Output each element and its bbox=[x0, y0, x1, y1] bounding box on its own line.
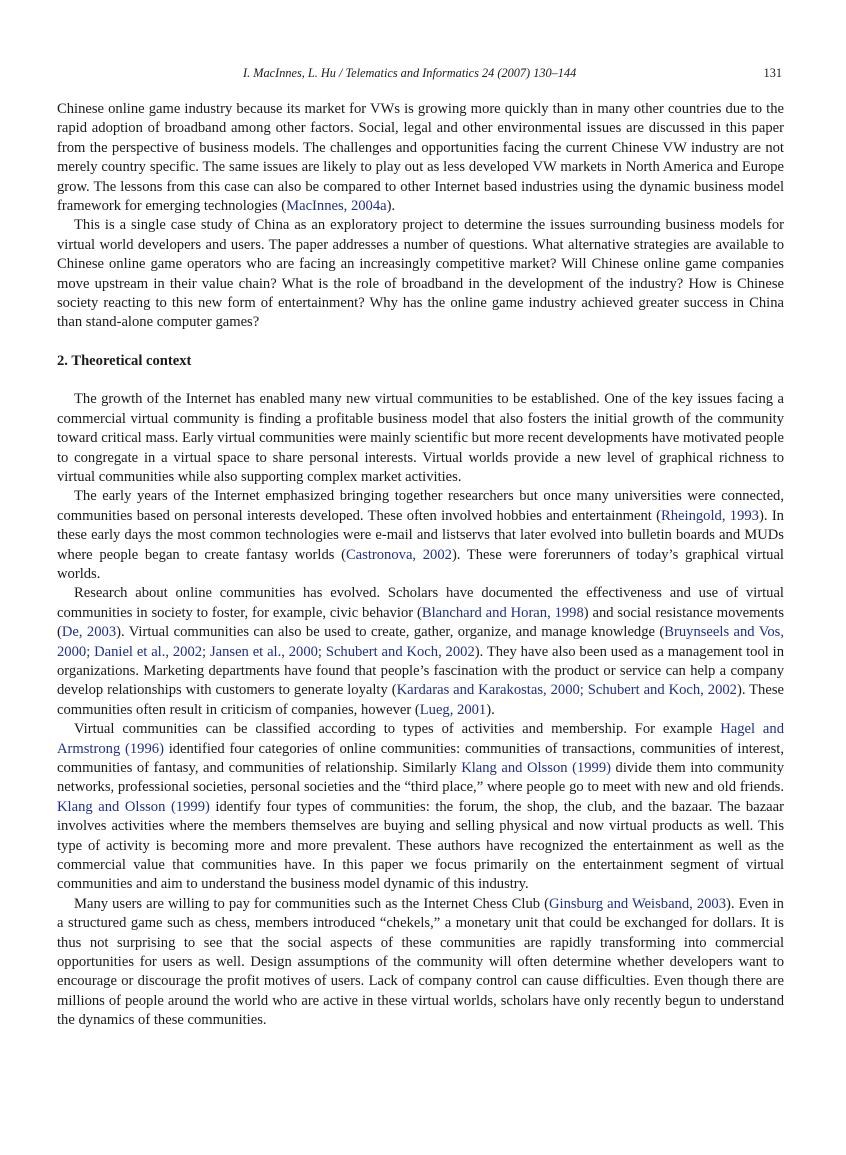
text: The early years of the Internet emphasized bringing together researchers but once many universities were connected, communities based on personal interests developed. These often involved hobbies and entertainment ( bbox=[57, 488, 784, 524]
running-header bbox=[57, 66, 784, 84]
text: This is a single case study of China as an exploratory project to determine the issues surrounding business models for virtual world developers and users. The paper addresses a number of questions. What alternative strategies are available to Chinese online game operators who are facing an increasingly competitive market? Will Chinese online game companies move upstream in their value chain? What is the role of broadband in the development of the industry? How is Chinese society reacting to this new form of entertainment? Why has the online game industry achieved greater success in China than stand-alone computer games? bbox=[57, 217, 784, 331]
article-body bbox=[57, 100, 784, 1031]
text: ). In these early days the most common technologies were e-mail and listservs that later evolved into bulletin boards and MUDs where people began to create fantasy worlds ( bbox=[57, 507, 784, 563]
citation-link[interactable]: Hagel and Armstrong (1996) bbox=[57, 721, 784, 757]
paragraph-7 bbox=[57, 895, 784, 1031]
text: identify four types of communities: the forum, the shop, the club, and the bazaar. The bazaar involves activities where the members themselves are buying and selling physical and now virtual products as well. This type of activity is becoming more and more prevalent. These authors have recognized the entertainment as well as the commercial value that communities have. In this paper we focus primarily on the entertainment segment of virtual communities and aim to understand the business model dynamic of this industry. bbox=[57, 798, 784, 893]
citation-link[interactable]: Bruynseels and Vos, 2000; Daniel et al., 2002; Jansen et al., 2000; Schubert and Koch, 2002 bbox=[57, 624, 784, 660]
citation-link[interactable]: Lueg, 2001 bbox=[419, 701, 487, 718]
text: ). bbox=[386, 198, 396, 215]
text: ). Even in a structured game such as chess, members introduced “chekels,” a monetary unit that could be exchanged for dollars. It is thus not surprising to see that the social aspects of these communities are rapidly transforming into commercial opportunities for users as well. Design assumptions of the community will often determine whether developers want to encourage or discourage the profit motives of users. Lack of company control can cause difficulties. Even though there are millions of people around the world who are active in these virtual worlds, scholars have only recently begun to understand the dynamics of these communities. bbox=[57, 895, 784, 1029]
paragraph-5 bbox=[57, 584, 784, 720]
citation-link[interactable]: Kardaras and Karakostas, 2000; Schubert and Koch, 2002 bbox=[396, 682, 737, 699]
text: Chinese online game industry because its market for VWs is growing more quickly than in many other countries due to the rapid adoption of broadband among other factors. Social, legal and other environmental issues are discussed in this paper from the perspective of business models. The challenges and opportunities facing the current Chinese VW industry are not merely country specific. The same issues are likely to play out as less developed VW markets in North America and Europe grow. The lessons from this case can also be compared to other Internet based industries using the dynamic business model framework for emerging technologies ( bbox=[57, 101, 784, 215]
text: ). These communities often result in criticism of companies, however ( bbox=[57, 682, 784, 718]
page-number: 131 bbox=[763, 66, 782, 80]
text: Virtual communities can be classified according to types of activities and membership. For example bbox=[74, 721, 721, 738]
running-head: I. MacInnes, L. Hu / Telematics and Informatics 24 (2007) 130–144 bbox=[243, 66, 577, 80]
text: ). bbox=[486, 701, 495, 718]
citation-link[interactable]: MacInnes, 2004a bbox=[286, 198, 387, 215]
text: The growth of the Internet has enabled many new virtual communities to be established. One of the key issues facing a commercial virtual community is finding a profitable business model that also fosters the initial growth of the community toward critical mass. Early virtual communities were mainly scientific but more recent developments have motivated people to congregate in a virtual space to share personal interests. Virtual worlds provide a new level of graphical richness to virtual communities while also supporting complex market activities. bbox=[57, 391, 784, 485]
citation-link[interactable]: Rheingold, 1993 bbox=[661, 507, 759, 524]
paragraph-4 bbox=[57, 487, 784, 584]
text: Research about online communities has evolved. Scholars have documented the effectiveness and use of virtual communities in society to foster, for example, civic behavior ( bbox=[57, 585, 784, 621]
text: ). Virtual communities can also be used to create, gather, organize, and manage knowledge ( bbox=[116, 624, 665, 641]
citation-link[interactable]: Ginsburg and Weisband, 2003 bbox=[548, 895, 727, 912]
citation-link[interactable]: Castronova, 2002 bbox=[345, 546, 452, 563]
citation-link[interactable]: Blanchard and Horan, 1998 bbox=[421, 604, 584, 621]
paragraph-2 bbox=[57, 216, 784, 332]
section-heading: 2. Theoretical context bbox=[57, 352, 192, 369]
text: Many users are willing to pay for communities such as the Internet Chess Club ( bbox=[74, 895, 549, 912]
text: ). They have also been used as a management tool in organizations. Marketing departments have found that people’s fascination with the product or service can help a company develop relationships with customers to generate loyalty ( bbox=[57, 643, 784, 699]
text: ) and social resistance movements ( bbox=[57, 604, 785, 641]
text: divide them into community networks, professional societies, personal societies and the “third place,” where people go to meet with new and old friends. bbox=[57, 760, 784, 796]
paragraph-1 bbox=[57, 100, 784, 216]
citation-link[interactable]: Klang and Olsson (1999) bbox=[461, 760, 611, 776]
text: identified four categories of online communities: communities of transactions, communities of interest, communities of fantasy, and communities of relationship. Similarly bbox=[57, 740, 784, 776]
citation-link[interactable]: De, 2003 bbox=[61, 624, 117, 641]
text: ). These were forerunners of today’s graphical virtual worlds. bbox=[57, 546, 784, 582]
paragraph-3 bbox=[57, 390, 784, 487]
citation-link[interactable]: Klang and Olsson (1999) bbox=[57, 798, 210, 815]
paragraph-6 bbox=[57, 720, 784, 895]
